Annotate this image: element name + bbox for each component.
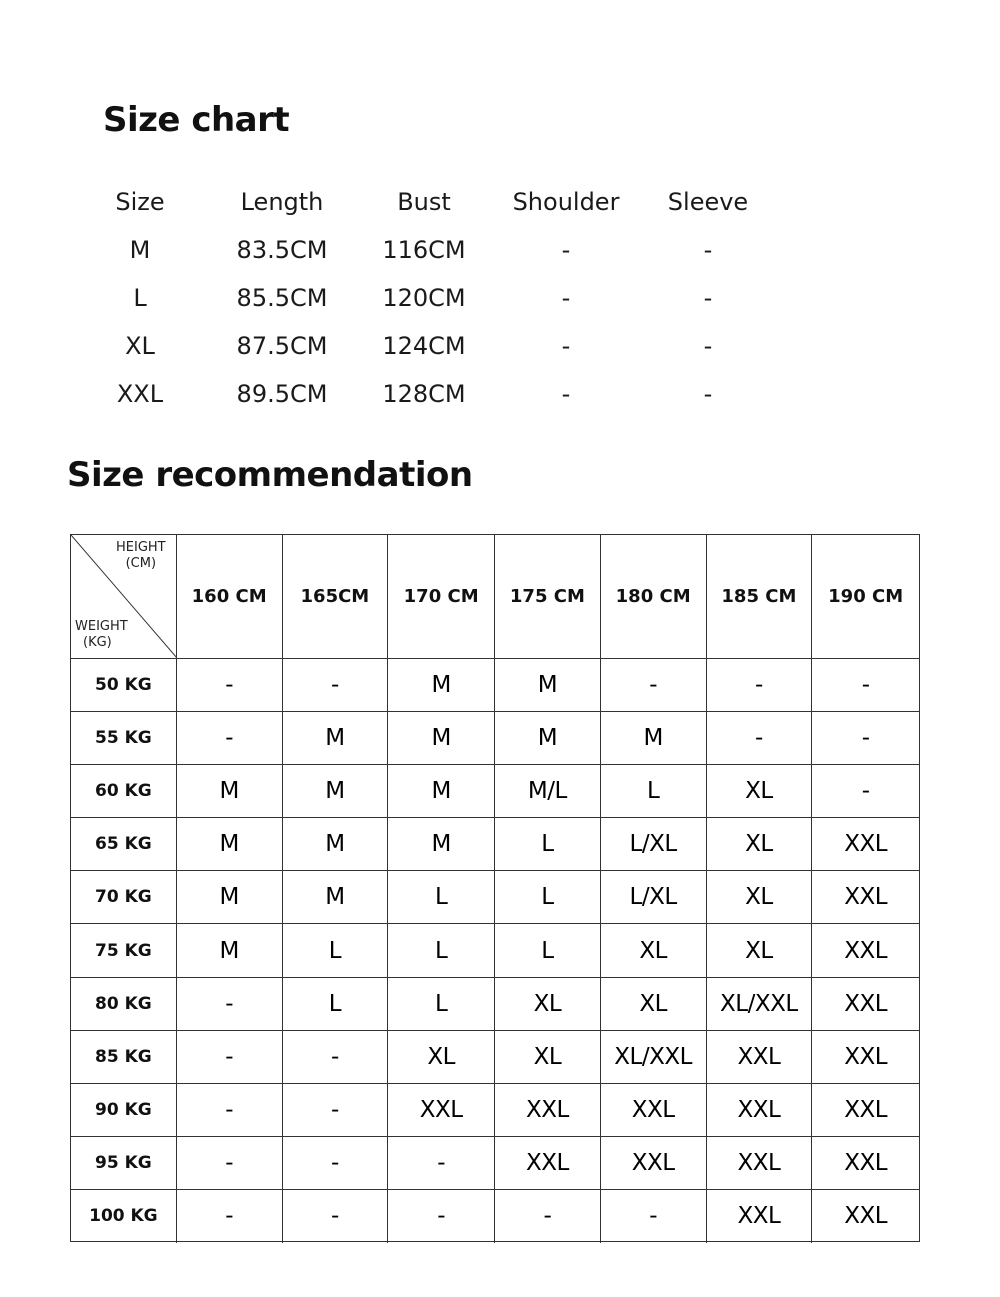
recommended-size-cell: M bbox=[388, 765, 495, 817]
recommended-size-cell: - bbox=[861, 672, 870, 699]
recommended-size-cell: - bbox=[283, 659, 389, 711]
recommended-size-cell: XXL bbox=[707, 1190, 813, 1243]
recommended-size-cell: XL bbox=[388, 1031, 495, 1083]
weight-axis-label bbox=[75, 619, 128, 651]
recommended-size-cell: L/XL bbox=[601, 818, 707, 870]
recommended-size-cell: M bbox=[283, 765, 389, 817]
recommendation-row bbox=[71, 765, 919, 818]
corner-header-cell bbox=[71, 535, 177, 658]
height-column-header: 170 CM bbox=[388, 535, 495, 658]
recommended-size-cell: XL bbox=[601, 924, 707, 976]
recommended-size-cell: XXL bbox=[388, 1084, 495, 1136]
recommended-size-cell: - bbox=[707, 659, 813, 711]
recommended-size-cell: - bbox=[388, 1190, 495, 1243]
height-label: HEIGHT bbox=[116, 540, 166, 555]
recommended-size-cell: - bbox=[283, 1190, 389, 1243]
recommended-size-cell: XXL bbox=[844, 990, 888, 1017]
size-recommendation-grid bbox=[70, 534, 920, 1242]
recommendation-row bbox=[71, 1137, 919, 1190]
size-chart-row bbox=[70, 370, 778, 418]
size-chart-header-length: Length bbox=[240, 188, 324, 216]
size-chart-cell: - bbox=[561, 284, 571, 312]
size-chart-header-bust: Bust bbox=[397, 188, 451, 216]
recommended-size-cell: L bbox=[388, 978, 495, 1030]
recommended-size-cell: L bbox=[495, 924, 601, 976]
recommended-size-cell: XL bbox=[601, 978, 707, 1030]
size-chart-title: Size chart bbox=[103, 100, 290, 140]
recommended-size-cell: - bbox=[707, 712, 813, 764]
size-chart-cell: 120CM bbox=[382, 284, 466, 312]
recommended-size-cell: M bbox=[283, 712, 389, 764]
weight-row-header: 85 KG bbox=[71, 1031, 177, 1083]
weight-row-header: 100 KG bbox=[71, 1190, 177, 1243]
size-chart-header-size: Size bbox=[115, 188, 165, 216]
size-recommendation-title: Size recommendation bbox=[67, 455, 473, 495]
recommended-size-cell: - bbox=[495, 1190, 601, 1243]
recommended-size-cell: XL/XXL bbox=[601, 1031, 707, 1083]
recommended-size-cell: L bbox=[495, 871, 601, 923]
weight-row-header: 55 KG bbox=[71, 712, 177, 764]
height-axis-label bbox=[116, 540, 166, 572]
recommended-size-cell: XXL bbox=[844, 1043, 888, 1070]
weight-label: WEIGHT bbox=[75, 619, 128, 634]
weight-row-header: 95 KG bbox=[71, 1137, 177, 1189]
recommendation-row bbox=[71, 659, 919, 712]
recommended-size-cell: - bbox=[283, 1137, 389, 1189]
size-chart-cell: L bbox=[133, 284, 147, 312]
recommended-size-cell: L bbox=[388, 924, 495, 976]
recommended-size-cell: XL bbox=[707, 765, 813, 817]
size-chart-cell: - bbox=[561, 236, 571, 264]
recommended-size-cell: - bbox=[177, 1190, 283, 1243]
weight-row-header: 50 KG bbox=[71, 659, 177, 711]
recommended-size-cell: - bbox=[177, 1137, 283, 1189]
recommended-size-cell: - bbox=[177, 712, 283, 764]
recommended-size-cell: L/XL bbox=[601, 871, 707, 923]
recommended-size-cell: XXL bbox=[601, 1084, 707, 1136]
size-chart-cell: - bbox=[561, 332, 571, 360]
recommended-size-cell: - bbox=[861, 778, 870, 805]
height-column-header: 190 CM bbox=[828, 586, 904, 607]
recommended-size-cell: XXL bbox=[707, 1137, 813, 1189]
size-chart-cell: XL bbox=[125, 332, 155, 360]
recommendation-row bbox=[71, 924, 919, 977]
recommendation-row bbox=[71, 871, 919, 924]
recommended-size-cell: M bbox=[283, 818, 389, 870]
recommended-size-cell: M bbox=[177, 765, 283, 817]
size-chart-cell: XXL bbox=[116, 380, 164, 408]
height-column-header: 180 CM bbox=[601, 535, 707, 658]
recommendation-row bbox=[71, 1084, 919, 1137]
recommended-size-cell: XXL bbox=[844, 1096, 888, 1123]
recommendation-row bbox=[71, 1190, 919, 1243]
size-chart-table bbox=[70, 178, 778, 418]
recommended-size-cell: - bbox=[283, 1084, 389, 1136]
recommended-size-cell: XXL bbox=[495, 1137, 601, 1189]
recommended-size-cell: XXL bbox=[844, 937, 888, 964]
weight-row-header: 90 KG bbox=[71, 1084, 177, 1136]
recommended-size-cell: M bbox=[177, 924, 283, 976]
recommended-size-cell: - bbox=[177, 659, 283, 711]
size-chart-cell: - bbox=[703, 236, 713, 264]
recommended-size-cell: XXL bbox=[844, 884, 888, 911]
height-unit: (CM) bbox=[125, 556, 157, 571]
recommended-size-cell: - bbox=[177, 978, 283, 1030]
size-chart-header-shoulder: Shoulder bbox=[512, 188, 620, 216]
recommended-size-cell: M/L bbox=[495, 765, 601, 817]
recommendation-row bbox=[71, 978, 919, 1031]
recommended-size-cell: XL bbox=[707, 818, 813, 870]
recommended-size-cell: - bbox=[388, 1137, 495, 1189]
size-chart-cell: M bbox=[129, 236, 151, 264]
size-chart-cell: - bbox=[703, 332, 713, 360]
recommended-size-cell: L bbox=[388, 871, 495, 923]
size-chart-cell: - bbox=[703, 380, 713, 408]
size-chart-row bbox=[70, 322, 778, 370]
weight-row-header: 60 KG bbox=[71, 765, 177, 817]
recommended-size-cell: XL bbox=[707, 924, 813, 976]
recommended-size-cell: M bbox=[495, 712, 601, 764]
weight-row-header: 65 KG bbox=[71, 818, 177, 870]
recommended-size-cell: M bbox=[495, 659, 601, 711]
size-chart-row bbox=[70, 226, 778, 274]
recommended-size-cell: M bbox=[601, 712, 707, 764]
recommended-size-cell: - bbox=[601, 659, 707, 711]
recommendation-row bbox=[71, 818, 919, 871]
recommended-size-cell: L bbox=[283, 924, 389, 976]
size-chart-header-row bbox=[70, 178, 778, 226]
recommended-size-cell: M bbox=[283, 871, 389, 923]
recommended-size-cell: L bbox=[601, 765, 707, 817]
recommended-size-cell: XXL bbox=[601, 1137, 707, 1189]
size-chart-cell: 128CM bbox=[382, 380, 466, 408]
recommended-size-cell: M bbox=[388, 712, 495, 764]
size-chart-header-sleeve: Sleeve bbox=[667, 188, 749, 216]
size-chart-cell: 85.5CM bbox=[236, 284, 328, 312]
recommended-size-cell: - bbox=[177, 1084, 283, 1136]
recommended-size-cell: XL bbox=[495, 978, 601, 1030]
recommendation-header-row bbox=[71, 535, 919, 659]
size-chart-cell: 124CM bbox=[382, 332, 466, 360]
height-column-header: 175 CM bbox=[495, 535, 601, 658]
height-column-header: 165CM bbox=[283, 535, 389, 658]
recommended-size-cell: XL bbox=[707, 871, 813, 923]
recommended-size-cell: - bbox=[177, 1031, 283, 1083]
recommended-size-cell: XXL bbox=[844, 1149, 888, 1176]
recommended-size-cell: M bbox=[177, 871, 283, 923]
height-column-header: 160 CM bbox=[177, 535, 283, 658]
height-column-header: 185 CM bbox=[707, 535, 813, 658]
size-chart-cell: 89.5CM bbox=[236, 380, 328, 408]
weight-unit: (KG) bbox=[83, 635, 112, 650]
recommended-size-cell: XL/XXL bbox=[707, 978, 813, 1030]
recommended-size-cell: L bbox=[283, 978, 389, 1030]
size-chart-row bbox=[70, 274, 778, 322]
recommended-size-cell: XXL bbox=[495, 1084, 601, 1136]
weight-row-header: 70 KG bbox=[71, 871, 177, 923]
size-chart-cell: 83.5CM bbox=[236, 236, 328, 264]
recommended-size-cell: M bbox=[177, 818, 283, 870]
recommended-size-cell: M bbox=[388, 818, 495, 870]
recommended-size-cell: XXL bbox=[707, 1084, 813, 1136]
recommended-size-cell: - bbox=[601, 1190, 707, 1243]
recommended-size-cell: - bbox=[861, 725, 870, 752]
recommendation-row bbox=[71, 1031, 919, 1084]
recommended-size-cell: XL bbox=[495, 1031, 601, 1083]
recommended-size-cell: XXL bbox=[844, 1203, 888, 1230]
weight-row-header: 75 KG bbox=[71, 924, 177, 976]
recommendation-row bbox=[71, 712, 919, 765]
size-chart-cell: 87.5CM bbox=[236, 332, 328, 360]
recommended-size-cell: XXL bbox=[707, 1031, 813, 1083]
size-chart-cell: 116CM bbox=[382, 236, 466, 264]
recommended-size-cell: M bbox=[388, 659, 495, 711]
size-chart-cell: - bbox=[561, 380, 571, 408]
weight-row-header: 80 KG bbox=[71, 978, 177, 1030]
size-chart-cell: - bbox=[703, 284, 713, 312]
recommendation-body bbox=[71, 659, 919, 1243]
recommended-size-cell: - bbox=[283, 1031, 389, 1083]
recommended-size-cell: XXL bbox=[844, 831, 888, 858]
recommended-size-cell: L bbox=[495, 818, 601, 870]
